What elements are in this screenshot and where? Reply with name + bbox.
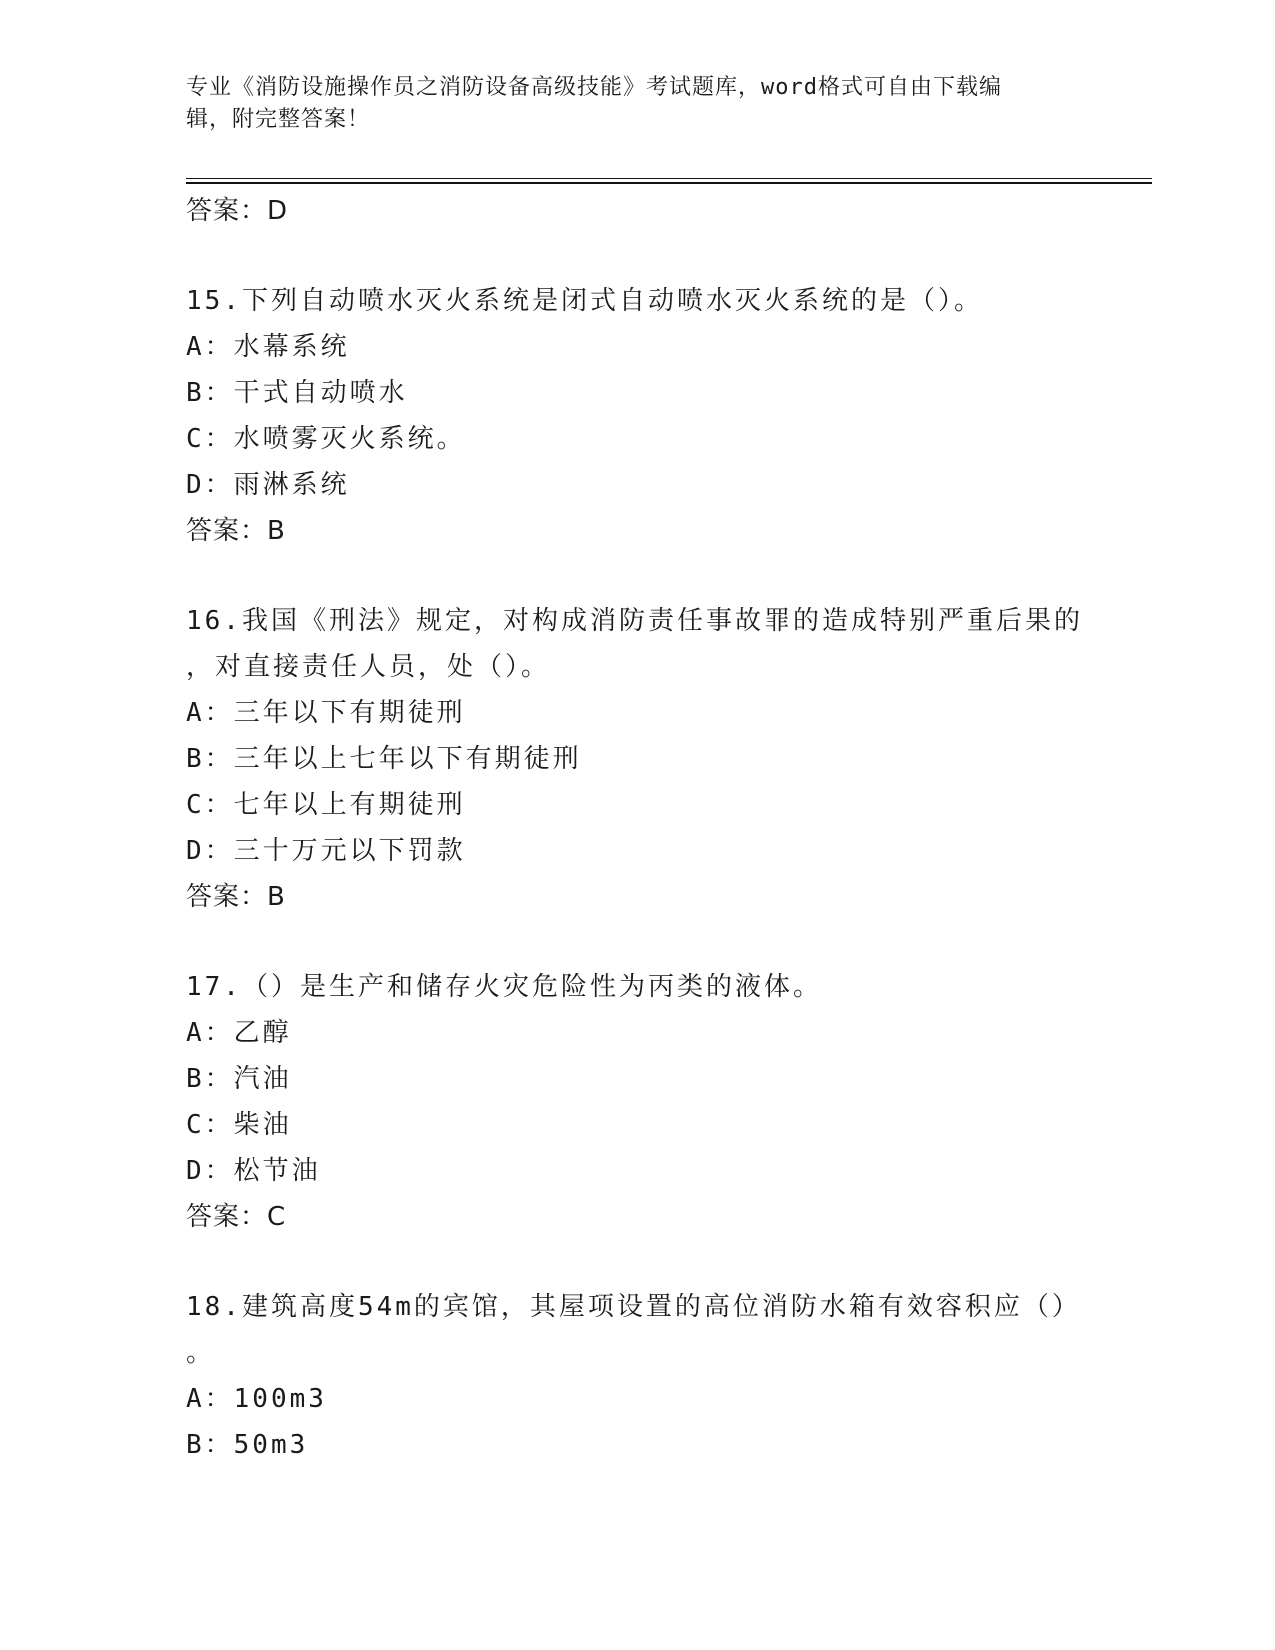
option-b: B：50m3 bbox=[186, 1430, 309, 1460]
previous-answer: 答案：D bbox=[186, 196, 289, 226]
document-header bbox=[186, 72, 1066, 136]
header-divider-top bbox=[186, 178, 1152, 179]
question-stem: 16.我国《刑法》规定，对构成消防责任事故罪的造成特别严重后果的 bbox=[186, 606, 1083, 636]
option-d: D：三十万元以下罚款 bbox=[186, 836, 466, 866]
option-d: D：雨淋系统 bbox=[186, 470, 350, 500]
option-d: D：松节油 bbox=[186, 1156, 321, 1186]
question-16 bbox=[186, 598, 1152, 920]
question-stem: 18.建筑高度54m的宾馆，其屋项设置的高位消防水箱有效容积应（） bbox=[186, 1292, 1081, 1322]
answer-line: 答案：B bbox=[186, 882, 286, 912]
header-line-2: 辑，附完整答案！ bbox=[186, 107, 371, 132]
option-c: C：柴油 bbox=[186, 1110, 292, 1140]
option-a: A：三年以下有期徒刑 bbox=[186, 698, 466, 728]
option-a: A：100m3 bbox=[186, 1384, 327, 1414]
answer-line: 答案：C bbox=[186, 1202, 287, 1232]
header-divider-bottom bbox=[186, 182, 1152, 184]
question-stem: 15.下列自动喷水灭火系统是闭式自动喷水灭火系统的是（）。 bbox=[186, 286, 983, 316]
question-stem: 17.（）是生产和储存火灾危险性为丙类的液体。 bbox=[186, 972, 822, 1002]
option-b: B：汽油 bbox=[186, 1064, 292, 1094]
option-a: A：乙醇 bbox=[186, 1018, 292, 1048]
question-stem-continued: 。 bbox=[186, 1338, 216, 1368]
question-18 bbox=[186, 1284, 1152, 1468]
question-17 bbox=[186, 964, 1152, 1240]
option-b: B：三年以上七年以下有期徒刑 bbox=[186, 744, 582, 774]
header-line-1: 专业《消防设施操作员之消防设备高级技能》考试题库，word格式可自由下载编 bbox=[186, 75, 1002, 100]
document-body bbox=[186, 188, 1152, 1468]
option-b: B：干式自动喷水 bbox=[186, 378, 408, 408]
option-a: A：水幕系统 bbox=[186, 332, 350, 362]
question-stem-continued: ，对直接责任人员，处（）。 bbox=[186, 652, 551, 682]
option-c: C：水喷雾灭火系统。 bbox=[186, 424, 466, 454]
option-c: C：七年以上有期徒刑 bbox=[186, 790, 466, 820]
question-15 bbox=[186, 278, 1152, 554]
answer-line: 答案：B bbox=[186, 516, 286, 546]
